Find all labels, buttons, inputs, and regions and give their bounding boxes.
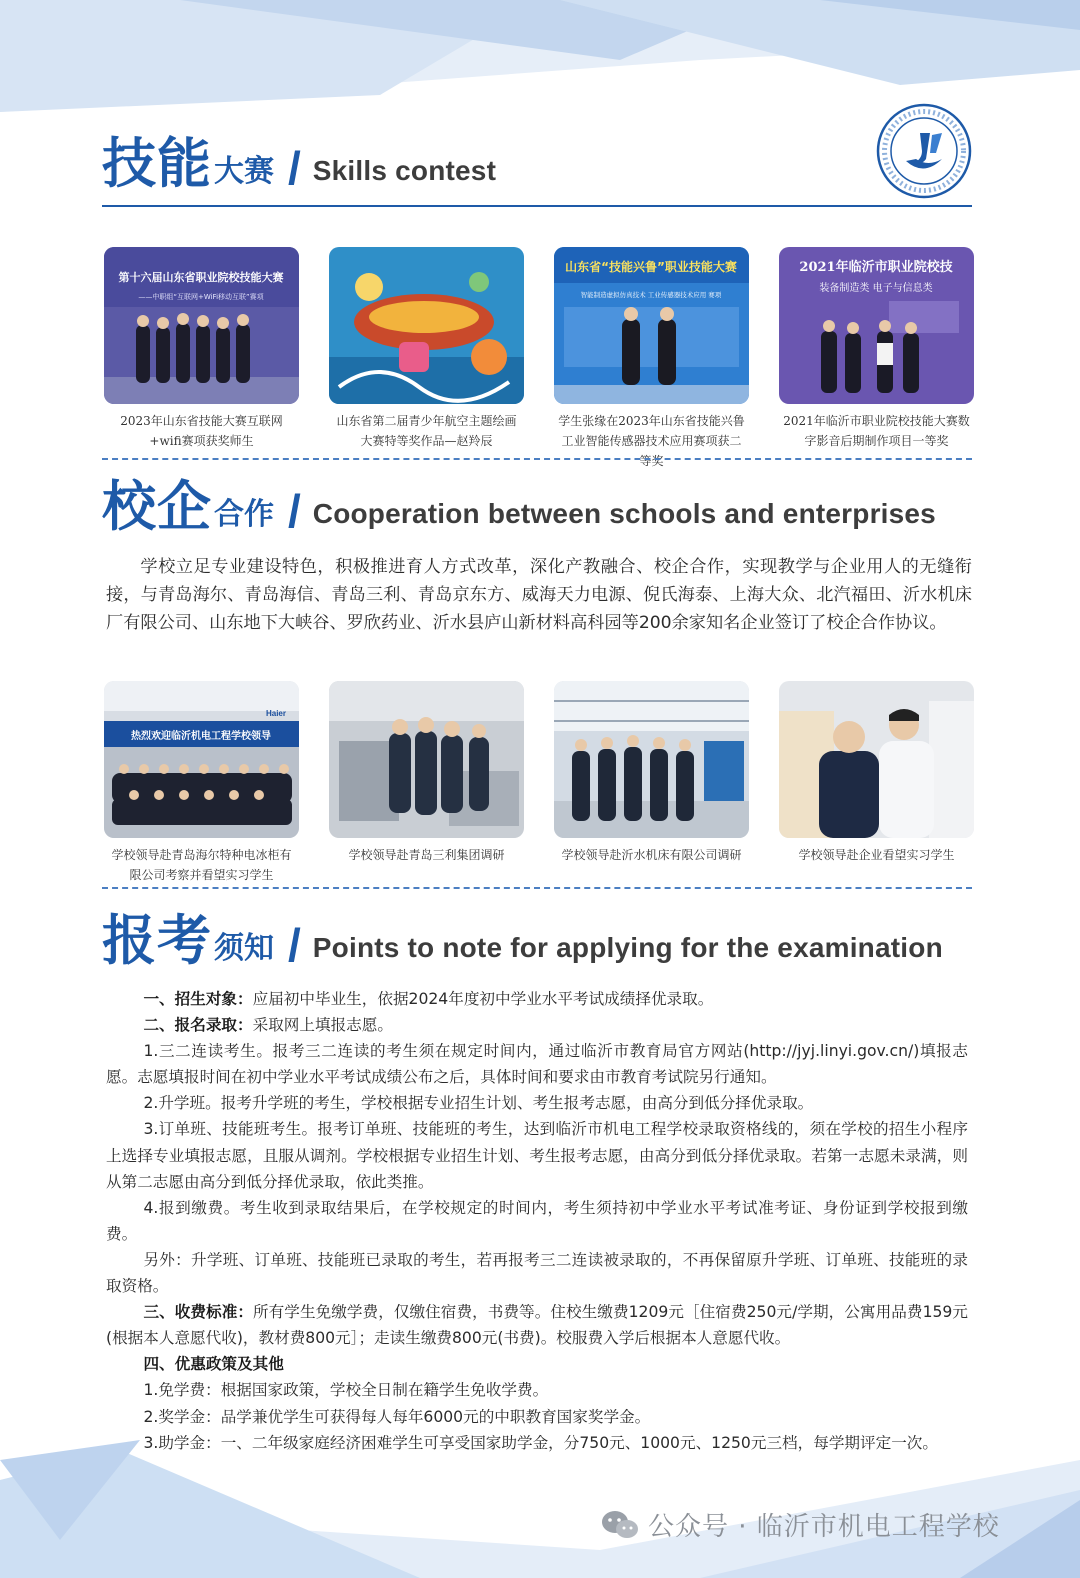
note-text: 3.助学金：一、二年级家庭经济困难学生可享受国家助学金，分750元、1000元、1250元三档，每学期评定一次。 [143, 1433, 938, 1452]
section-title-main: 报考 [102, 909, 212, 972]
note-item [106, 1404, 968, 1430]
note-text: 1.免学费：根据国家政策，学校全日制在籍学生免收学费。 [143, 1381, 549, 1400]
section-divider [102, 205, 972, 207]
paragraph-text: 学校立足专业建设特色，积极推进育人方式改革，深化产教融合、校企合作，实现教学与企业用人的无缝衔接，与青岛海尔、青岛海信、青岛三利、青岛京东方、威海天力电源、倪氏海泰、上海大众、北汽福田、沂水机床厂有限公司、山东地下大峡谷、罗欣药业、沂水县庐山新材料高科园等200余家知名企业签订了校企合作协议。 [106, 557, 972, 633]
section-title-main: 技能 [102, 132, 212, 195]
note-text: 应届初中毕业生，依据2024年度初中学业水平考试成绩择优录取。 [252, 990, 714, 1008]
section-divider-dashed [102, 458, 972, 460]
section-title-sub: 合作 [214, 497, 274, 532]
section-title-english: Cooperation between schools and enterprises [312, 498, 936, 529]
painting-artwork-photo [329, 247, 524, 404]
note-item [106, 1012, 968, 1038]
skills-section-header [102, 132, 497, 195]
note-item [106, 1351, 968, 1377]
cooperation-photo-row [104, 681, 974, 885]
photo-card [329, 681, 524, 885]
photo-caption: 学校领导赴沂水机床有限公司调研 [561, 848, 742, 862]
note-text: 2.奖学金：品学兼优学生可获得每人每年6000元的中职教育国家奖学金。 [143, 1407, 651, 1426]
section-title-slash: / [288, 485, 301, 537]
brand-text: Haier [265, 709, 287, 718]
photo-caption: 山东省第二届青少年航空主题绘画大赛特等奖作品—赵羚辰 [336, 414, 517, 448]
note-item [106, 1090, 968, 1116]
note-item [106, 1038, 968, 1090]
photo-card [779, 247, 974, 471]
note-text: 另外：升学班、订单班、技能班已录取的考生，若再报考三二连读被录取的，不再保留原升学班、订单班、技能班的录取资格。 [106, 1250, 968, 1296]
note-text: 采取网上填报志愿。 [252, 1016, 393, 1035]
photo-caption: 2023年山东省技能大赛互联网+wifi赛项获奖师生 [120, 414, 283, 448]
note-item [106, 1195, 968, 1247]
cooperation-paragraph [106, 553, 972, 637]
photo-caption: 学生张缘在2023年山东省技能兴鲁工业智能传感器技术应用赛项获二等奖 [558, 414, 745, 468]
banner-text: 热烈欢迎临沂机电工程学校领导 [131, 731, 271, 742]
sanli-visit-photo [329, 681, 524, 838]
contest-winner-photo [554, 247, 749, 404]
section-title-english: Points to note for applying for the examination [312, 932, 943, 963]
skills-photo-row [104, 247, 974, 471]
photo-caption: 学校领导赴青岛海尔特种电冰柜有限公司考察并看望实习学生 [111, 848, 292, 882]
photo-card [779, 681, 974, 885]
note-label: 三、收费标准： [143, 1303, 253, 1322]
photo-caption: 2021年临沂市职业院校技能大赛数字影音后期制作项目一等奖 [783, 414, 970, 448]
photo-card [554, 681, 749, 885]
section-title-slash: / [288, 142, 301, 194]
note-item [106, 1299, 968, 1351]
apply-notes [106, 986, 968, 1456]
photo-card [104, 247, 299, 471]
cooperation-section-header [102, 475, 936, 538]
banner-subtext: 智能制造虚拟仿真技术 工业传感器技术应用 赛项 [580, 291, 722, 299]
wechat-icon [600, 1509, 640, 1541]
note-item [106, 1377, 968, 1403]
banner-subtext: ——中职组“互联网+WiFi移动互联”赛项 [138, 293, 264, 301]
section-divider-dashed [102, 887, 972, 889]
banner-text: 2021年临沂市职业院校技 [799, 260, 953, 275]
banner-text: 第十六届山东省职业院校技能大赛 [118, 271, 284, 284]
photo-caption: 学校领导赴青岛三利集团调研 [348, 848, 505, 862]
note-text: 4.报到缴费。考生收到录取结果后，在学校规定的时间内，考生须持初中学业水平考试准考证、身份证到学校报到缴费。 [106, 1198, 968, 1243]
note-label: 四、优惠政策及其他 [143, 1355, 284, 1374]
note-text: 1.三二连读考生。报考三二连读的考生须在规定时间内，通过临沂市教育局官方网站(http://jyj.linyi.gov.cn/)填报志愿。志愿填报时间在初中学业水平考试成绩公布之后，具体时间和要求由市教育考试院另行通知。 [106, 1042, 968, 1087]
note-item [106, 986, 968, 1012]
school-emblem-icon [876, 103, 972, 199]
note-item [106, 1116, 968, 1194]
section-title-slash: / [288, 919, 301, 971]
note-text: 所有学生免缴学费，仅缴住宿费，书费等。住校生缴费1209元［住宿费250元/学期，公寓用品费159元(根据本人意愿代收)，教材费800元］；走读生缴费800元(书费)。校服费入学后根据本人意愿代收。 [106, 1303, 968, 1348]
section-title-sub: 大赛 [214, 154, 274, 189]
photo-caption: 学校领导赴企业看望实习学生 [798, 848, 955, 862]
footer-text: 公众号 · 临沂市机电工程学校 [648, 1512, 1000, 1542]
city-contest-photo [779, 247, 974, 404]
apply-section-header [102, 909, 943, 972]
note-text: 2.升学班。报考升学班的考生，学校根据专业招生计划、考生报考志愿，由高分到低分择优录取。 [143, 1094, 814, 1113]
section-title-main: 校企 [102, 475, 212, 538]
wechat-account-watermark [600, 1506, 1000, 1543]
haier-visit-photo [104, 681, 299, 838]
section-title-sub: 须知 [214, 931, 274, 966]
contest-team-photo [104, 247, 299, 404]
photo-card [329, 247, 524, 471]
note-item [106, 1430, 968, 1456]
note-text: 3.订单班、技能班考生。报考订单班、技能班的考生，达到临沂市机电工程学校录取资格线的，须在学校的招生小程序上选择专业填报志愿，且服从调剂。学校根据专业招生计划、考生报考志愿，由高分到低分择优录取。若第一志愿未录满，则从第二志愿由高分到低分择优录取，依此类推。 [106, 1120, 968, 1191]
note-label: 一、招生对象： [143, 990, 253, 1008]
machine-tool-visit-photo [554, 681, 749, 838]
note-label: 二、报名录取： [143, 1016, 253, 1035]
intern-visit-photo [779, 681, 974, 838]
banner-subtext: 装备制造类 电子与信息类 [819, 283, 933, 294]
section-title-english: Skills contest [312, 155, 497, 186]
photo-card [554, 247, 749, 471]
photo-card [104, 681, 299, 885]
banner-text: 山东省“技能兴鲁”职业技能大赛 [565, 260, 737, 274]
note-item [106, 1247, 968, 1299]
